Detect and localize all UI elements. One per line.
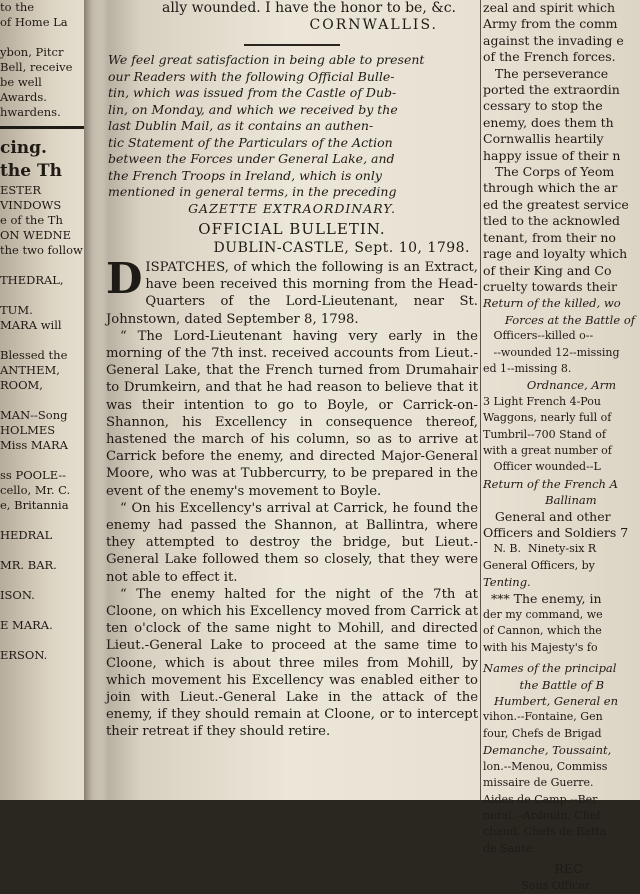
left-column-line: the two follow xyxy=(0,243,83,257)
right-column-line: *** The enemy, in xyxy=(483,590,602,606)
left-column-line: MR. BAR. xyxy=(0,558,57,572)
italic-intro-line: between the Forces under General Lake, and xyxy=(108,151,395,166)
left-column-line: E MARA. xyxy=(0,618,53,632)
right-column-line: chaud, Chefs de Batta xyxy=(483,825,607,839)
left-column-line xyxy=(0,573,84,588)
right-column-line: Waggons, nearly full of xyxy=(483,411,612,425)
right-column-line: General Officers, by xyxy=(483,558,595,572)
left-column-line: e of the Th xyxy=(0,213,63,227)
right-column-line: of their King and Co xyxy=(483,262,612,278)
left-column-line: hwardens. xyxy=(0,105,61,119)
left-column-line: HOLMES xyxy=(0,423,56,437)
left-column-line: TUM. xyxy=(0,303,33,317)
right-column-line: neral.--Ardouin, Chef xyxy=(483,808,601,822)
left-column-line xyxy=(0,30,84,45)
right-column-line: cessary to stop the xyxy=(483,98,603,114)
left-column-line: e, Britannia xyxy=(0,498,69,512)
right-column-line: the Battle of B xyxy=(483,677,605,692)
right-column-line: with a great number of xyxy=(483,443,612,457)
right-column-line: Officer wounded--L xyxy=(483,460,601,474)
left-column-line: Bell, receive xyxy=(0,60,73,74)
right-column-line: of Cannon, which the xyxy=(483,624,602,638)
left-column-line xyxy=(0,333,84,348)
left-column-line: Miss MARA xyxy=(0,438,68,452)
left-column-line xyxy=(0,543,84,558)
italic-intro-line: last Dublin Mail, as it contains an authen- xyxy=(108,118,374,133)
right-column-line: The Corps of Yeom xyxy=(483,164,615,180)
right-column-line: Forces at the Battle of xyxy=(483,312,635,327)
right-column-line: Humbert, General en xyxy=(483,694,619,709)
left-column-line: to the xyxy=(0,0,35,14)
section-divider xyxy=(244,44,340,46)
italic-intro-line: GAZETTE EXTRAORDINARY. xyxy=(188,200,396,216)
right-column-line: 3 Light French 4-Pou xyxy=(483,394,601,408)
left-column-line: be well xyxy=(0,75,42,89)
left-column-line: HEDRAL xyxy=(0,528,53,542)
right-column-line: Cornwallis heartily xyxy=(483,131,604,147)
right-column-line: through which the ar xyxy=(483,180,618,196)
left-column-line: Blessed the xyxy=(0,348,68,362)
left-column-line: Awards. xyxy=(0,90,47,104)
left-column-line: ybon, Pitcr xyxy=(0,45,64,59)
italic-intro-line: tic Statement of the Particulars of the Action xyxy=(108,134,393,150)
left-column-line xyxy=(0,258,84,273)
right-column-line: Demanche, Toussaint, xyxy=(483,743,612,758)
left-column-line xyxy=(0,393,84,408)
right-column-line: REC xyxy=(483,861,583,877)
right-column-line: against the invading e xyxy=(483,32,624,48)
right-column-line: Tenting. xyxy=(483,575,531,590)
right-column-line: missaire de Guerre. xyxy=(483,776,594,790)
right-column-line: ed 1--missing 8. xyxy=(483,361,572,375)
left-column-line: ss POOLE-- xyxy=(0,468,67,482)
right-column-line: tled to the acknowled xyxy=(483,213,621,229)
right-column-line: de Sante. xyxy=(483,841,536,855)
right-column-line: vihon.--Fontaine, Gen xyxy=(483,710,603,724)
left-column-line: MARA will xyxy=(0,318,62,332)
left-column-line: VINDOWS xyxy=(0,198,62,212)
right-column-line: ported the extraordin xyxy=(483,82,620,98)
left-column-line: of Home La xyxy=(0,15,68,29)
left-column-line xyxy=(0,663,84,678)
right-column-line: lon.--Menou, Commiss xyxy=(483,759,608,773)
italic-intro-line: lin, on Monday, and which we received by the xyxy=(108,101,398,117)
right-column-line: Army from the comm xyxy=(483,16,618,32)
left-column-line xyxy=(0,633,84,648)
right-column-line: four, Chefs de Brigad xyxy=(483,726,602,740)
main-column xyxy=(106,0,478,800)
right-column-line: enemy, does them th xyxy=(483,114,614,130)
heading-rule xyxy=(0,126,84,129)
right-column-line: tenant, from their no xyxy=(483,229,616,245)
italic-intro-line: the French Troops in Ireland, which is only xyxy=(108,167,382,183)
right-column-line: Tumbril--700 Stand of xyxy=(483,427,606,441)
left-column-line: ISON. xyxy=(0,588,35,602)
right-column-line: ed the greatest service xyxy=(483,196,629,212)
right-column-line: cruelty towards their xyxy=(483,278,617,294)
right-column-line: N. B. Ninety-six R xyxy=(483,542,597,556)
right-column-line: Ordnance, Arm xyxy=(483,378,617,393)
left-column-line: cing. xyxy=(0,138,47,158)
right-column-line: Aides de Camp.--Ber xyxy=(483,792,598,806)
bulletin-heading: OFFICIAL BULLETIN. xyxy=(198,220,386,238)
italic-intro-line: We feel great satisfaction in being able to present xyxy=(108,52,425,67)
drop-cap-letter: D xyxy=(106,254,143,303)
first-paragraph-text: ISPATCHES, of which the following is an Extract, have been received this morning from the Head-Quarters of the Lord-Lieutenant, near St. Johnstown, dated September 8, 1798. xyxy=(106,260,478,327)
left-column-line: ESTER xyxy=(0,183,41,197)
right-column xyxy=(483,0,640,892)
right-column-line: zeal and spirit which xyxy=(483,0,616,15)
right-column-line: --wounded 12--missing xyxy=(483,345,620,359)
paragraph: “ On his Excellency's arrival at Carrick, he found the enemy had passed the Shannon, at Ballintra, where they attempted to destroy the bridge, but Lieut.-General Lake followed them so closely, that they were not able to effect it. xyxy=(106,500,478,585)
right-column-line: The perseverance xyxy=(483,65,609,81)
right-column-line: der my command, we xyxy=(483,608,603,622)
right-column-line: Names of the principal xyxy=(483,661,617,676)
page-gutter-shadow xyxy=(84,0,102,800)
first-paragraph xyxy=(106,254,478,328)
right-column-line: happy issue of their n xyxy=(483,147,621,163)
left-column-line: ON WEDNE xyxy=(0,228,72,242)
signature-cornwallis: CORNWALLIS. xyxy=(309,17,438,33)
right-column-line: of the French forces. xyxy=(483,49,616,65)
right-column-line: Officers--killed o-- xyxy=(483,329,594,343)
left-column-line xyxy=(0,603,84,618)
paragraph: “ The enemy halted for the night of the 7th at Cloone, on which his Excellency moved from Carrick at ten o'clock of the same night to Mohill, and directed Lieut.-General Lake to proceed at the same time to Cloone, which is about three miles from Mohill, by which movement his Excellency was enabled either to join with Lieut.-General Lake in the attack of the enemy, if they should remain at Cloone, or to intercept their retreat if they should retire. xyxy=(106,586,478,740)
italic-intro-line: mentioned in general terms, in the preceding xyxy=(108,184,397,199)
italic-intro-line: our Readers with the following Official Bulle- xyxy=(108,68,395,84)
right-column-line: Sous Officer xyxy=(483,878,591,892)
right-column-line: rage and loyalty which xyxy=(483,246,628,262)
italic-introduction xyxy=(106,52,478,217)
left-column-line: ROOM, xyxy=(0,378,43,392)
right-column-line: Return of the killed, wo xyxy=(483,296,621,311)
left-column-line: ERSON. xyxy=(0,648,48,662)
left-column-line: MAN--Song xyxy=(0,408,68,422)
bulletin-body xyxy=(106,254,478,741)
closing-line: ally wounded. I have the honor to be, &c. xyxy=(161,0,456,16)
column-rule xyxy=(480,0,481,800)
left-column xyxy=(0,0,84,800)
right-column-line: General and other xyxy=(483,508,611,524)
right-column-line: with his Majesty's fo xyxy=(483,640,598,654)
right-column-line: Return of the French A xyxy=(483,476,618,491)
right-column-line: Officers and Soldiers 7 xyxy=(483,525,629,540)
left-column-line xyxy=(0,513,84,528)
left-column-line: THEDRAL, xyxy=(0,273,64,287)
left-column-line: ANTHEM, xyxy=(0,363,60,377)
left-column-line xyxy=(0,288,84,303)
left-column-line xyxy=(0,453,84,468)
italic-intro-line: tin, which was issued from the Castle of Dub- xyxy=(108,85,397,100)
paragraph: “ The Lord-Lieutenant having very early in the morning of the 7th inst. received accounts from Lieut.-General Lake, that the French turned from Drumahair to Drumkeirn, and that he had reason to believe that it was their intention to go to Boyle, or Carrick-on-Shannon, his Excellency in consequence thereof, hastened the march of his column, so as to arrive at Carrick before the enemy, and directed Major-General Moore, who was at Tubbercurry, to be prepared in the event of the enemy's movement to Boyle. xyxy=(106,328,478,499)
left-column-line: the Th xyxy=(0,161,62,181)
right-column-line: Ballinam xyxy=(483,493,597,508)
left-column-line: cello, Mr. C. xyxy=(0,483,71,497)
dateline: DUBLIN-CASTLE, Sept. 10, 1798. xyxy=(213,240,470,256)
